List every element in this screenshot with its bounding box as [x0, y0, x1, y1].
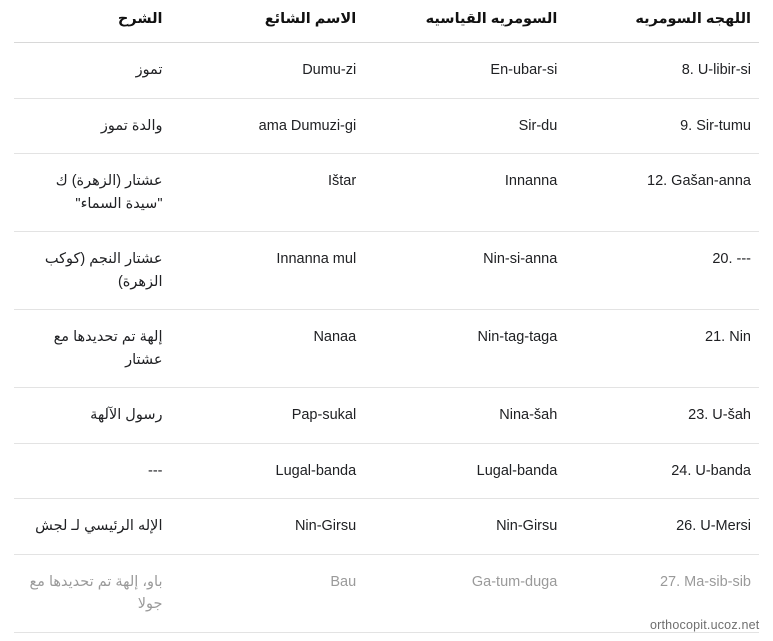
cell-explanation: الإله الرئيسي لـ لجش: [14, 499, 170, 554]
column-header-common-name: الاسم الشائع: [170, 0, 364, 43]
table-row: [14, 310, 759, 388]
table-row: [14, 554, 759, 632]
cell-explanation: والدة تموز: [14, 98, 170, 153]
table-row: [14, 443, 759, 498]
cell-explanation: تموز: [14, 43, 170, 98]
cell-explanation: عشتار النجم (كوكب الزهرة): [14, 232, 170, 310]
cell-standard-sumerian: Nina-šah: [364, 388, 565, 443]
cell-standard-sumerian: En-ubar-si: [364, 43, 565, 98]
cell-explanation: عشتار (الزهرة) ك "سيدة السماء": [14, 154, 170, 232]
cell-standard-sumerian: Nin-si-anna: [364, 232, 565, 310]
cell-common-name: Bau: [170, 554, 364, 632]
cell-sumerian-dialect: 8. U-libir-si: [565, 43, 759, 98]
cell-explanation: إلهة تم تحديدها مع عشتار: [14, 310, 170, 388]
cell-sumerian-dialect: 9. Sir-tumu: [565, 98, 759, 153]
table-body: [14, 43, 759, 632]
cell-common-name: Pap-sukal: [170, 388, 364, 443]
cell-sumerian-dialect: 12. Gašan-anna: [565, 154, 759, 232]
cell-common-name: Dumu-zi: [170, 43, 364, 98]
cell-standard-sumerian: Lugal-banda: [364, 443, 565, 498]
cell-standard-sumerian: Ga-tum-duga: [364, 554, 565, 632]
cell-standard-sumerian: Innanna: [364, 154, 565, 232]
cell-common-name: Lugal-banda: [170, 443, 364, 498]
table-row: [14, 232, 759, 310]
table-header-row: [14, 0, 759, 43]
column-header-explanation: الشرح: [14, 0, 170, 43]
watermark: orthocopit.ucoz.net: [650, 618, 760, 632]
cell-explanation: ---: [14, 443, 170, 498]
deities-table: [14, 0, 759, 633]
cell-common-name: Ištar: [170, 154, 364, 232]
cell-standard-sumerian: Sir-du: [364, 98, 565, 153]
cell-sumerian-dialect: 21. Nin: [565, 310, 759, 388]
cell-standard-sumerian: Nin-tag-taga: [364, 310, 565, 388]
table-header: [14, 0, 759, 43]
cell-explanation: رسول الآلهة: [14, 388, 170, 443]
cell-sumerian-dialect: 20. ---: [565, 232, 759, 310]
table-row: [14, 388, 759, 443]
cell-standard-sumerian: Nin-Girsu: [364, 499, 565, 554]
cell-sumerian-dialect: 26. U-Mersi: [565, 499, 759, 554]
cell-sumerian-dialect: 23. U-šah: [565, 388, 759, 443]
column-header-standard-sumerian: السومريه القياسيه: [364, 0, 565, 43]
cell-sumerian-dialect: 27. Ma-sib-sib: [565, 554, 759, 632]
table-row: [14, 154, 759, 232]
cell-explanation: باو، إلهة تم تحديدها مع جولا: [14, 554, 170, 632]
cell-common-name: ama Dumuzi-gi: [170, 98, 364, 153]
cell-common-name: Innanna mul: [170, 232, 364, 310]
table-row: [14, 98, 759, 153]
cell-sumerian-dialect: 24. U-banda: [565, 443, 759, 498]
cell-common-name: Nin-Girsu: [170, 499, 364, 554]
table-row: [14, 43, 759, 98]
column-header-sumerian-dialect: اللهجه السومريه: [565, 0, 759, 43]
cell-common-name: Nanaa: [170, 310, 364, 388]
table-row: [14, 499, 759, 554]
